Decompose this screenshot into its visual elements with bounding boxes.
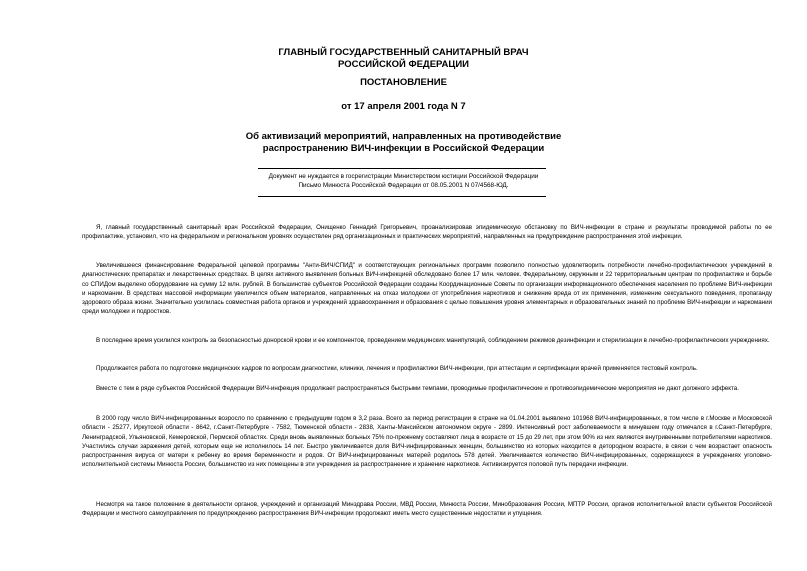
paragraph-2: Увеличившееся финансирование Федеральной целевой программы "Анти-ВИЧ/СПИД" и соответствующих региональных программ позволило полностью удовлетворить потребности лечебно-профилактических учреждений в диагностических препаратах и лекарственных средствах. В целях активного выявления больных ВИЧ-инфекцией обследовано более 17 млн. человек. Федеральному, окружным и 22 территориальным центрам по профилактике и борьбе со СПИДом выделено оборудование на сумму 12 млн. рублей. В большинстве субъектов Российской Федерации созданы Координационные Советы по организации информационного обеспечения населения по проблеме ВИЧ-инфекции и наркомании. В средствах массовой информации увеличился объем материалов, направленных на отказ молодежи от употребления наркотиков и снижение вреда от их применения, изменение сексуального поведения, пропаганду здорового образа жизни. Значительно усилилась совместная работа органов и учреждений здравоохранения и образования с целью повышения уровня элементарных и образовательных знаний по проблеме ВИЧ-инфекции и наркомании среди молодежи и подростков. (82, 262, 772, 316)
issuing-authority (0, 47, 807, 71)
document-date: от 17 апреля 2001 года N 7 (341, 101, 466, 112)
title-line-2: распространению ВИЧ-инфекции в Российской Федерации (262, 143, 545, 154)
title-line-1: Об активизаций мероприятий, направленных на противодействие (245, 131, 562, 142)
document-type: ПОСТАНОВЛЕНИЕ (360, 77, 447, 88)
authority-line-2: РОССИЙСКОЙ ФЕДЕРАЦИИ (337, 59, 469, 70)
paragraph-1: Я, главный государственный санитарный врач Российской Федерации, Онищенко Геннадий Григорьевич, проанализировав эпидемическую обстановку по ВИЧ-инфекции в стране и результаты проводимой работы по ее профилактике, установил, что на федеральном и региональном уровнях осуществлен ряд организационных и практических мероприятий, направленных на предупреждение распространения этой инфекции. (82, 224, 772, 241)
authority-line-1: ГЛАВНЫЙ ГОСУДАРСТВЕННЫЙ САНИТАРНЫЙ ВРАЧ (278, 47, 529, 58)
registration-note-line-2: Письмо Минюста Российской Федерации от 08.05.2001 N 07/4568-ЮД. (298, 182, 509, 189)
paragraph-6: В 2000 году число ВИЧ-инфицированных возросло по сравнению с предыдущим годом в 3,2 раза. Всего за период регистрации в стране на 01.04.2001 выявлено 101968 ВИЧ-инфицированных, в том числе в г.Москве и Московской области - 25277, Иркутской области - 8642, г.Санкт-Петербурге - 7582, Тюменской области - 2838, Ханты-Мансийском автономном округе - 2899. Интенсивный рост заболеваемости в минувшем году отмечался в г.Санкт-Петербурге, Ленинградской, Ульяновской, Кемеровской, Пермской областях. Среди вновь выявленных больных 75% по-прежнему составляют лица в возрасте от 15 до 29 лет, при этом 90% из них являются внутривенными потребителями наркотиков. Участились случаи заражения детей, которым еще не исполнилось 14 лет. Быстро увеличивается доля ВИЧ-инфицированных женщин, большинство из которых находится в детородном возрасте, в связи с чем возрастает опасность распространения вируса от матери к ребенку во время беременности и родов. От ВИЧ-инфицированных матерей родилось 578 детей. Увеличивается количество ВИЧ-инфицированных, содержащихся в учреждениях уголовно-исполнительной системы Минюста России, большинство из них помещены в эти учреждения за распространение и хранение наркотиков. Активизируется половой путь передачи инфекции. (82, 415, 772, 469)
registration-note (0, 172, 807, 190)
paragraph-7: Несмотря на такое положение в деятельности органов, учреждений и организаций Минздрава России, МВД России, Минюста России, Минобразования России, МПТР России, органов исполнительной власти субъектов Российской Федерации и местного самоуправления по предупреждению распространения ВИЧ-инфекции продолжают иметь место существенные недостатки и упущения. (82, 501, 772, 518)
document-title (0, 131, 807, 155)
note-divider-bottom (258, 196, 546, 197)
paragraph-3: В последнее время усилился контроль за безопасностью донорской крови и ее компонентов, проведением медицинских манипуляций, соблюдением режимов дезинфекции и стерилизации в лечебно-профилактических учреждениях. (96, 337, 770, 344)
registration-note-line-1: Документ не нуждается в госрегистрации Министерством юстиции Российской Федерации (268, 173, 539, 180)
paragraph-5: Вместе с тем в ряде субъектов Российской Федерации ВИЧ-инфекция продолжает распространяться быстрыми темпами, проводимые профилактические и противоэпидемические мероприятия не дают должного эффекта. (96, 385, 739, 392)
note-divider-top (258, 168, 546, 169)
paragraph-4: Продолжается работа по подготовке медицинских кадров по вопросам диагностики, клиники, лечения и профилактики ВИЧ-инфекции, при аттестации и сертификации врачей применяется тестовый контроль. (96, 365, 698, 372)
